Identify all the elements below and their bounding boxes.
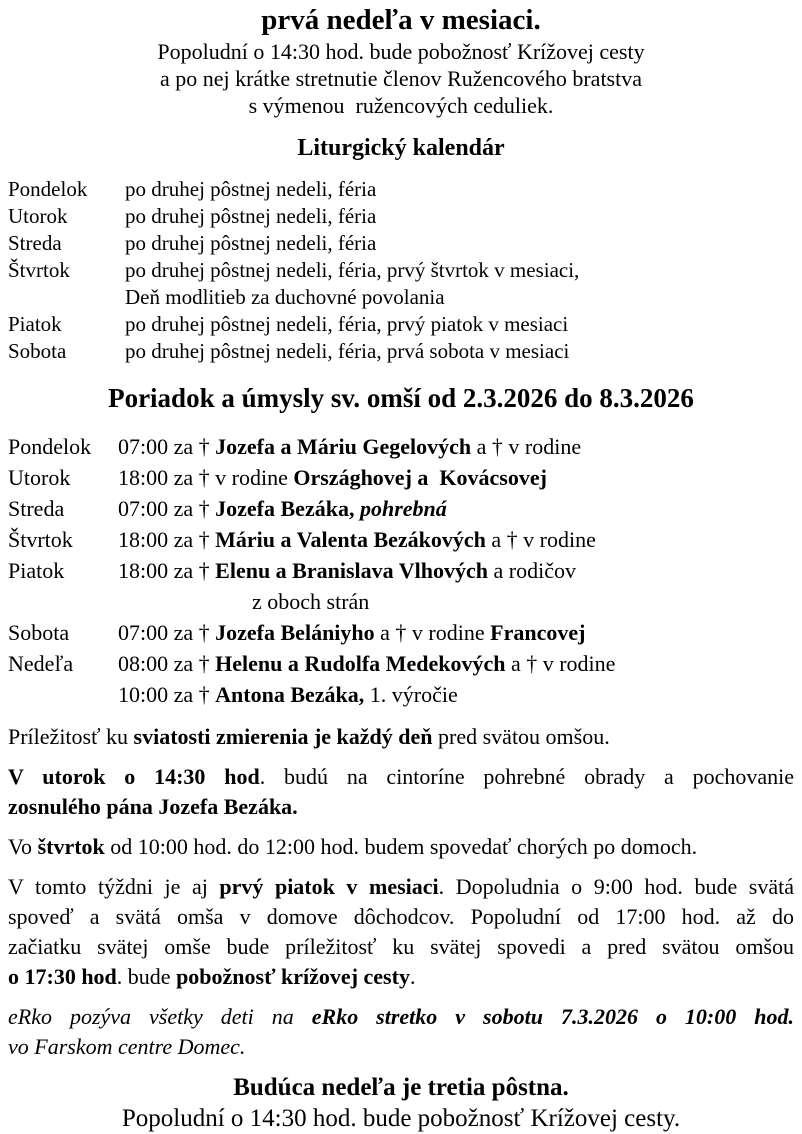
- mass-row: [8, 431, 794, 462]
- text-segment: a † v rodine: [374, 620, 491, 645]
- calendar-row: [8, 311, 794, 338]
- text-segment: eRko pozýva všetky deti na: [8, 1004, 312, 1029]
- mass-intention: [118, 462, 794, 493]
- mass-intention-line: [118, 648, 794, 679]
- text-segment: o 17:30 hod: [8, 964, 117, 989]
- text-segment: 10:00 za †: [118, 682, 216, 707]
- text-segment: Jozefa Belániyho: [215, 620, 375, 645]
- calendar-description-line: po druhej pôstnej nedeli, féria, prvý štvrtok v mesiaci,: [125, 258, 580, 282]
- calendar-day-label: Pondelok: [8, 177, 88, 201]
- paragraph-line: [8, 1032, 794, 1062]
- calendar-day-label: Utorok: [8, 204, 68, 228]
- announcement-paragraph: [8, 762, 794, 822]
- liturgical-calendar-table: [8, 176, 794, 365]
- mass-row: [8, 648, 794, 710]
- paragraph-line: [8, 962, 794, 992]
- text-segment: eRko stretko v sobotu 7.3.2026 o 10:00 hod.: [311, 1004, 794, 1029]
- mass-schedule-heading: Poriadok a úmysly sv. omší od 2.3.2026 do 8.3.2026: [108, 383, 694, 413]
- text-segment: od 10:00 hod. do 12:00 hod. budem spovedať chorých po domoch.: [104, 834, 698, 859]
- closing-line: Popoludní o 14:30 hod. bude pobožnosť Krížovej cesty.: [121, 1105, 681, 1132]
- mass-intention: [118, 555, 794, 617]
- mass-day-label: Utorok: [8, 465, 71, 490]
- mass-day-label: Sobota: [8, 620, 70, 645]
- mass-intention-line: [118, 431, 794, 462]
- text-segment: Helenu a Rudolfa Medekových: [215, 651, 506, 676]
- text-segment: 18:00 za † v rodine: [118, 465, 294, 490]
- text-segment: pred svätou omšou.: [432, 724, 610, 749]
- paragraph-line: [8, 722, 794, 752]
- calendar-description: [125, 203, 794, 230]
- mass-row: [8, 493, 794, 524]
- paragraph-line: [8, 932, 794, 962]
- calendar-day-label: Štvrtok: [8, 258, 70, 282]
- text-segment: Antona Bezáka,: [215, 682, 365, 707]
- text-segment: Országhovej a Kovácsovej: [293, 465, 547, 490]
- text-segment: a † v rodine: [505, 651, 616, 676]
- calendar-row: [8, 176, 794, 203]
- mass-intention: [118, 524, 794, 555]
- mass-intention-line: [118, 524, 794, 555]
- calendar-description-line: po druhej pôstnej nedeli, féria: [125, 177, 377, 201]
- text-segment: pobožnosť krížovej cesty: [176, 964, 410, 989]
- text-segment: 18:00 za †: [118, 558, 216, 583]
- text-segment: . Dopoludnia o 9:00 hod. bude svätá: [438, 874, 794, 899]
- paragraph-line: [8, 792, 794, 822]
- mass-intention: [118, 431, 794, 462]
- paragraph-line: [8, 832, 794, 862]
- closing-title: Budúca nedeľa je tretia pôstna.: [233, 1074, 569, 1101]
- text-segment: Elenu a Branislava Vlhových: [215, 558, 488, 583]
- calendar-description: [125, 230, 794, 257]
- mass-day-label: Streda: [8, 496, 65, 521]
- mass-intention-line: [118, 586, 794, 617]
- mass-row: [8, 524, 794, 555]
- text-segment: Vo: [8, 834, 38, 859]
- text-segment: prvý piatok v mesiaci: [219, 874, 439, 899]
- text-segment: Francovej: [490, 620, 586, 645]
- mass-day-label: Piatok: [8, 558, 65, 583]
- intro-line: a po nej krátke stretnutie členov Ružencového bratstva: [160, 66, 642, 91]
- mass-row: [8, 555, 794, 617]
- text-segment: vo Farskom centre Domec.: [8, 1034, 246, 1059]
- liturgical-calendar-heading: Liturgický kalendár: [297, 135, 505, 161]
- mass-day-label: Nedeľa: [8, 651, 74, 676]
- text-segment: zosnulého pána Jozefa Bezáka.: [8, 794, 298, 819]
- announcement-paragraph: [8, 832, 794, 862]
- text-segment: 07:00 za †: [118, 620, 216, 645]
- mass-intention-line: [118, 462, 794, 493]
- calendar-row: [8, 257, 794, 311]
- text-segment: 18:00 za †: [118, 527, 216, 552]
- paragraph-line: [8, 872, 794, 902]
- text-segment: V utorok o 14:30 hod: [8, 764, 260, 789]
- mass-row: [8, 462, 794, 493]
- calendar-day-label: Sobota: [8, 339, 67, 363]
- mass-intention-line: [118, 555, 794, 586]
- calendar-description-line: po druhej pôstnej nedeli, féria, prvá sobota v mesiaci: [125, 339, 570, 363]
- mass-intention-line: [118, 493, 794, 524]
- paragraph-line: [8, 1002, 794, 1032]
- text-segment: 07:00 za †: [118, 496, 216, 521]
- mass-intention-line: [118, 679, 794, 710]
- text-segment: Máriu a Valenta Bezákových: [215, 527, 486, 552]
- calendar-description: [125, 338, 794, 365]
- calendar-description-line: po druhej pôstnej nedeli, féria, prvý piatok v mesiaci: [125, 312, 569, 336]
- calendar-row: [8, 230, 794, 257]
- text-segment: štvrtok: [37, 834, 105, 859]
- text-segment: 08:00 za †: [118, 651, 216, 676]
- text-segment: . bude: [116, 964, 177, 989]
- calendar-description-line: po druhej pôstnej nedeli, féria: [125, 204, 377, 228]
- intro-text: [8, 38, 794, 119]
- calendar-row: [8, 338, 794, 365]
- text-segment: z oboch strán: [252, 589, 370, 614]
- text-segment: pohrebná: [359, 496, 447, 521]
- mass-row: [8, 617, 794, 648]
- calendar-row: [8, 203, 794, 230]
- text-segment: Jozefa a Máriu Gegelových: [215, 434, 472, 459]
- text-segment: Jozefa Bezáka,: [215, 496, 355, 521]
- text-segment: a † v rodine: [485, 527, 596, 552]
- announcement-paragraph: [8, 1002, 794, 1062]
- paragraph-line: [8, 762, 794, 792]
- calendar-description-line: po druhej pôstnej nedeli, féria: [125, 231, 377, 255]
- text-segment: V tomto týždni je aj: [8, 874, 220, 899]
- calendar-description-line: Deň modlitieb za duchovné povolania: [125, 285, 445, 309]
- calendar-description: [125, 311, 794, 338]
- text-segment: 07:00 za †: [118, 434, 216, 459]
- calendar-description: [125, 257, 794, 311]
- text-segment: Príležitosť ku: [8, 724, 134, 749]
- announcement-paragraph: [8, 722, 794, 752]
- text-segment: .: [409, 964, 416, 989]
- intro-line: s výmenou ružencových ceduliek.: [248, 93, 554, 118]
- text-segment: a rodičov: [487, 558, 576, 583]
- text-segment: sviatosti zmierenia je každý deň: [133, 724, 433, 749]
- announcement-paragraph: [8, 872, 794, 992]
- intro-line: Popoludní o 14:30 hod. bude pobožnosť Krížovej cesty: [157, 39, 645, 64]
- paragraph-line: [8, 902, 794, 932]
- calendar-description: [125, 176, 794, 203]
- text-segment: . budú na cintoríne pohrebné obrady a pochovanie: [259, 764, 795, 789]
- text-segment: začiatku svätej omše bude príležitosť ku svätej spovedi a pred svätou omšou: [8, 934, 794, 959]
- mass-schedule-table: [8, 431, 794, 710]
- mass-intention-line: [118, 617, 794, 648]
- text-segment: spoveď a svätá omša v domove dôchodcov. Popoludní od 17:00 hod. až do: [8, 904, 794, 929]
- mass-intention: [118, 648, 794, 710]
- calendar-day-label: Piatok: [8, 312, 62, 336]
- announcements: [8, 722, 794, 1062]
- page-title: prvá nedeľa v mesiaci.: [261, 4, 541, 36]
- mass-intention: [118, 493, 794, 524]
- text-segment: a † v rodine: [471, 434, 582, 459]
- text-segment: 1. výročie: [364, 682, 458, 707]
- calendar-day-label: Streda: [8, 231, 62, 255]
- mass-day-label: Štvrtok: [8, 527, 73, 552]
- mass-day-label: Pondelok: [8, 434, 92, 459]
- mass-intention: [118, 617, 794, 648]
